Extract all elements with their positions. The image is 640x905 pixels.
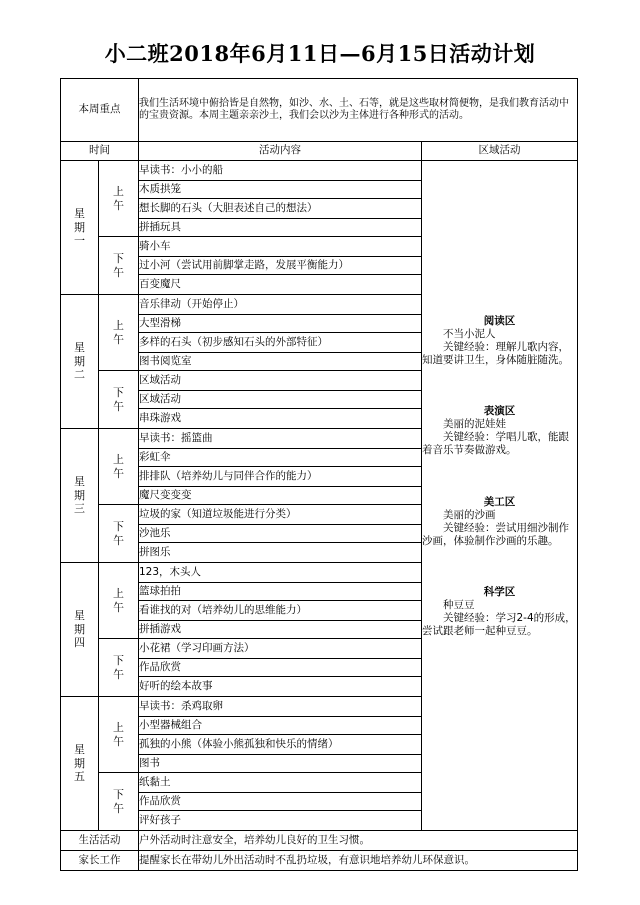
activity-item: 排排队（培养幼儿与同伴合作的能力） [139,467,422,487]
activity-item: 区域活动 [139,371,422,391]
activity-item: 123，木头人 [139,563,422,583]
area-activities [422,161,578,831]
day-label: 星 期 四 [61,563,99,697]
activity-item: 评好孩子 [139,811,422,831]
day-label: 星 期 五 [61,697,99,831]
area-block [422,315,577,368]
activity-item: 小型器械组合 [139,717,422,735]
area-topic: 不当小泥人 [443,327,496,340]
activity-item: 篮球拍拍 [139,583,422,601]
activity-item: 拼插玩具 [139,219,422,237]
area-block [422,405,577,458]
activity-item: 过小河（尝试用前脚掌走路，发展平衡能力） [139,257,422,275]
activity-item: 小花裙（学习印画方法） [139,639,422,659]
activity-item: 好听的绘本故事 [139,677,422,697]
activity-item: 纸黏土 [139,773,422,793]
area-key-experience: 关键经验：学习2-4的形成，尝试跟老师一起种豆豆。 [422,612,576,638]
activity-item: 多样的石头（初步感知石头的外部特征） [139,333,422,353]
activity-item: 孤独的小熊（体验小熊孤独和快乐的情绪） [139,735,422,755]
afternoon-label: 下 午 [99,371,139,429]
area-block [422,586,577,639]
week-focus-label: 本周重点 [61,79,139,142]
activity-item: 作品欣赏 [139,793,422,811]
morning-label: 上 午 [99,429,139,505]
morning-label: 上 午 [99,295,139,371]
activity-item: 音乐律动（开始停止） [139,295,422,315]
area-key-experience: 关键经验：理解儿歌内容，知道要讲卫生，身体随脏随洗。 [422,340,569,366]
activity-item: 图书阅览室 [139,353,422,371]
activity-item: 看谁找的对（培养幼儿的思维能力） [139,601,422,621]
area-name: 阅读区 [483,314,516,327]
header-time: 时间 [61,142,139,161]
page-title: 小二班2018年6月11日—6月15日活动计划 [104,41,536,66]
activity-item: 早读书：杀鸡取卵 [139,697,422,717]
afternoon-label: 下 午 [99,639,139,697]
day-label: 星 期 二 [61,295,99,429]
activity-item: 大型滑梯 [139,315,422,333]
area-key-experience: 关键经验：尝试用细沙制作沙画，体验制作沙画的乐趣。 [422,521,569,547]
morning-label: 上 午 [99,697,139,773]
life-activity-row [61,831,578,851]
activity-item: 作品欣赏 [139,659,422,677]
activity-item: 百变魔尺 [139,275,422,295]
morning-label: 上 午 [99,563,139,639]
life-activity-label: 生活活动 [61,831,139,851]
activity-plan-table [60,78,578,871]
life-activity-text: 户外活动时注意安全，培养幼儿良好的卫生习惯。 [139,831,578,851]
afternoon-label: 下 午 [99,237,139,295]
parent-work-text: 提醒家长在带幼儿外出活动时不乱扔垃圾，有意识地培养幼儿环保意识。 [139,851,578,871]
day-label: 星 期 三 [61,429,99,563]
morning-label: 上 午 [99,161,139,237]
header-row [61,142,578,161]
area-key-experience: 关键经验：学唱儿歌，能跟着音乐节奏做游戏。 [422,431,569,457]
activity-item: 串珠游戏 [139,409,422,429]
afternoon-label: 下 午 [99,773,139,831]
activity-item: 区域活动 [139,391,422,409]
activity-item: 拼图乐 [139,543,422,563]
activity-item: 沙池乐 [139,525,422,543]
activity-item: 早读书：小小的船 [139,161,422,181]
table-row [61,161,578,181]
activity-item: 图书 [139,755,422,773]
week-focus-text: 我们生活环境中俯拾皆是自然物，如沙、水、土、石等，就是这些取材简便物，是我们教育活动中的宝贵资源。本周主题亲亲沙土，我们会以沙为主体进行各种形式的活动。 [139,79,578,142]
header-area: 区域活动 [422,142,578,161]
area-name: 科学区 [483,586,516,598]
parent-work-row [61,851,578,871]
week-focus-row [61,79,578,142]
activity-item: 骑小车 [139,237,422,257]
activity-item: 垃圾的家（知道垃圾能进行分类） [139,505,422,525]
area-topic: 种豆豆 [443,599,475,612]
day-label: 星 期 一 [61,161,99,295]
activity-item: 想长脚的石头（大胆表述自己的想法） [139,199,422,219]
activity-item: 魔尺变变变 [139,487,422,505]
afternoon-label: 下 午 [99,505,139,563]
area-block [422,496,577,549]
activity-item: 彩虹伞 [139,449,422,467]
area-name: 美工区 [483,495,516,508]
activity-item: 早读书：摇篮曲 [139,429,422,449]
activity-item: 木质拱笼 [139,181,422,199]
header-content: 活动内容 [139,142,422,161]
activity-item: 拼插游戏 [139,621,422,639]
parent-work-label: 家长工作 [61,851,139,871]
area-topic: 美丽的泥娃娃 [443,418,506,431]
area-name: 表演区 [483,405,516,417]
area-topic: 美丽的沙画 [443,508,496,521]
